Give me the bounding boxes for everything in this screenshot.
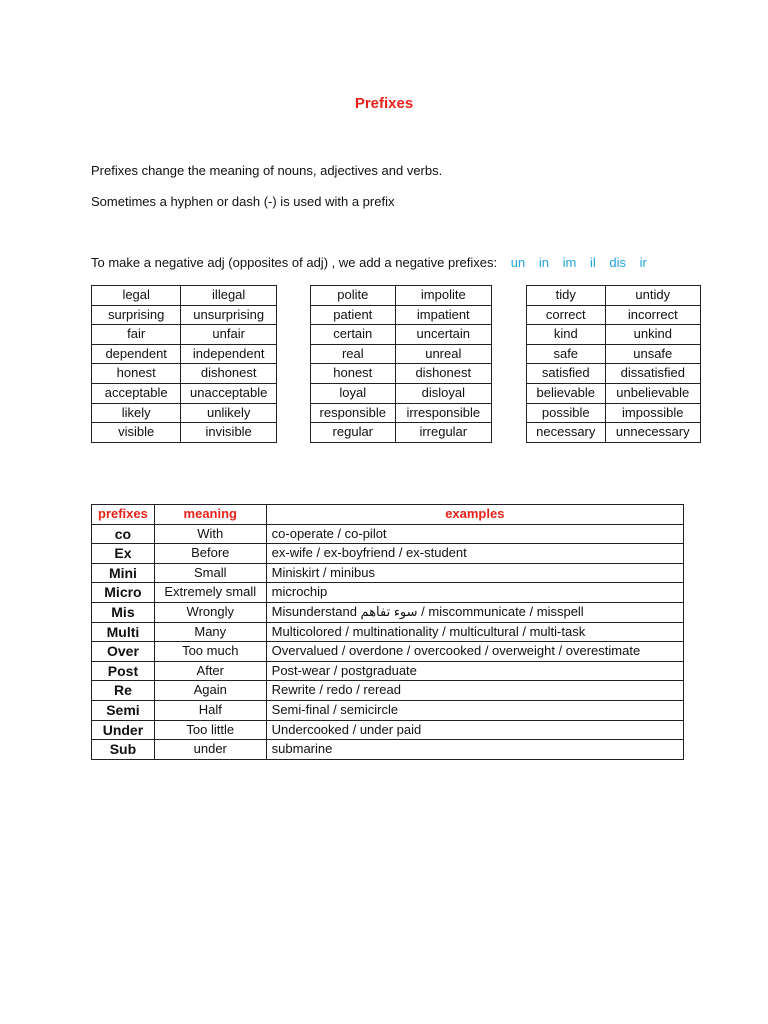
table-row — [527, 383, 701, 403]
examples-cell: Undercooked / under paid — [266, 720, 683, 740]
base-word: legal — [92, 286, 181, 306]
base-word: likely — [92, 403, 181, 423]
examples-cell: microchip — [266, 583, 683, 603]
meaning-cell: Too much — [154, 642, 266, 662]
table-row — [92, 325, 277, 345]
table-row — [92, 286, 277, 306]
negative-prefix-list — [507, 255, 657, 270]
negative-prefix: il — [589, 255, 596, 270]
negative-word: dissatisfied — [605, 364, 700, 384]
base-word: correct — [527, 305, 606, 325]
examples-cell: Post-wear / postgraduate — [266, 661, 683, 681]
table-row — [311, 286, 492, 306]
examples-cell: Multicolored / multinationality / multicultural / multi-task — [266, 622, 683, 642]
prefix-cell: Over — [92, 642, 155, 662]
prefix-meaning-table — [91, 504, 684, 760]
prefix-cell: Multi — [92, 622, 155, 642]
prefix-cell: Semi — [92, 700, 155, 720]
examples-cell: ex-wife / ex-boyfriend / ex-student — [266, 544, 683, 564]
table-row — [92, 403, 277, 423]
negative-word: irregular — [395, 423, 491, 443]
table-row — [527, 325, 701, 345]
base-word: loyal — [311, 383, 396, 403]
page-title: Prefixes — [354, 95, 414, 112]
base-word: possible — [527, 403, 606, 423]
table-row — [527, 423, 701, 443]
negative-prefix: un — [510, 255, 526, 270]
base-word: honest — [311, 364, 396, 384]
negative-prefix: dis — [609, 255, 626, 270]
negative-word: unkind — [605, 325, 700, 345]
header-meaning: meaning — [154, 505, 266, 525]
base-word: safe — [527, 344, 606, 364]
table-row — [92, 544, 684, 564]
table-row — [92, 681, 684, 701]
table-header-row — [92, 505, 684, 525]
base-word: necessary — [527, 423, 606, 443]
table-row — [527, 364, 701, 384]
table-row — [92, 344, 277, 364]
negative-prefix: in — [538, 255, 549, 270]
table-row — [92, 602, 684, 622]
base-word: real — [311, 344, 396, 364]
base-word: certain — [311, 325, 396, 345]
table-row — [92, 642, 684, 662]
table-row — [311, 325, 492, 345]
header-prefixes: prefixes — [92, 505, 155, 525]
base-word: regular — [311, 423, 396, 443]
examples-cell: Semi-final / semicircle — [266, 700, 683, 720]
examples-cell: Miniskirt / minibus — [266, 563, 683, 583]
table-row — [527, 403, 701, 423]
table-row — [311, 364, 492, 384]
header-examples: examples — [266, 505, 683, 525]
examples-cell: Misunderstand سوء تفاهم / miscommunicate / misspell — [266, 602, 683, 622]
negative-prefix: ir — [639, 255, 647, 270]
examples-cell: Overvalued / overdone / overcooked / overweight / overestimate — [266, 642, 683, 662]
prefix-cell: Mini — [92, 563, 155, 583]
meaning-cell: Extremely small — [154, 583, 266, 603]
negative-prefix-sentence: To make a negative adj (opposites of adj) , we add a negative prefixes: — [91, 255, 498, 270]
prefix-cell: Sub — [92, 740, 155, 760]
base-word: dependent — [92, 344, 181, 364]
base-word: patient — [311, 305, 396, 325]
negative-word: disloyal — [395, 383, 491, 403]
base-word: acceptable — [92, 383, 181, 403]
base-word: believable — [527, 383, 606, 403]
meaning-cell: Too little — [154, 720, 266, 740]
table-row — [311, 423, 492, 443]
table-row — [527, 344, 701, 364]
table-row — [92, 364, 277, 384]
negative-word: unnecessary — [605, 423, 700, 443]
negative-word: unbelievable — [605, 383, 700, 403]
negative-word: unsurprising — [181, 305, 277, 325]
negative-word: impolite — [395, 286, 491, 306]
prefix-cell: Ex — [92, 544, 155, 564]
base-word: polite — [311, 286, 396, 306]
negative-word: dishonest — [395, 364, 491, 384]
meaning-cell: under — [154, 740, 266, 760]
meaning-cell: Before — [154, 544, 266, 564]
base-word: honest — [92, 364, 181, 384]
base-word: responsible — [311, 403, 396, 423]
table-row — [92, 423, 277, 443]
meaning-cell: Half — [154, 700, 266, 720]
table-row — [92, 700, 684, 720]
negative-word: invisible — [181, 423, 277, 443]
examples-cell: submarine — [266, 740, 683, 760]
negative-word: unsafe — [605, 344, 700, 364]
table-row — [92, 583, 684, 603]
table-row — [311, 383, 492, 403]
negative-word: unreal — [395, 344, 491, 364]
negative-word: independent — [181, 344, 277, 364]
negative-word: illegal — [181, 286, 277, 306]
table-row — [92, 305, 277, 325]
negative-word: dishonest — [181, 364, 277, 384]
meaning-cell: Wrongly — [154, 602, 266, 622]
table-row — [92, 383, 277, 403]
negative-word: impossible — [605, 403, 700, 423]
base-word: satisfied — [527, 364, 606, 384]
negative-word: untidy — [605, 286, 700, 306]
intro-line-1: Prefixes change the meaning of nouns, adjectives and verbs. — [91, 163, 443, 178]
table-row — [92, 661, 684, 681]
table-row — [527, 286, 701, 306]
meaning-cell: Small — [154, 563, 266, 583]
negative-word: unacceptable — [181, 383, 277, 403]
negative-word: impatient — [395, 305, 491, 325]
prefix-cell: Micro — [92, 583, 155, 603]
prefix-cell: Under — [92, 720, 155, 740]
meaning-cell: Many — [154, 622, 266, 642]
table-row — [527, 305, 701, 325]
prefix-cell: Re — [92, 681, 155, 701]
intro-line-2: Sometimes a hyphen or dash (-) is used with a prefix — [91, 194, 395, 209]
meaning-cell: Again — [154, 681, 266, 701]
table-row — [92, 563, 684, 583]
examples-cell: Rewrite / redo / reread — [266, 681, 683, 701]
base-word: surprising — [92, 305, 181, 325]
negative-word: unfair — [181, 325, 277, 345]
table-row — [311, 403, 492, 423]
negative-prefix: im — [562, 255, 577, 270]
meaning-cell: With — [154, 524, 266, 544]
base-word: visible — [92, 423, 181, 443]
table-row — [311, 344, 492, 364]
opposites-table-3 — [526, 285, 701, 443]
prefix-cell: Post — [92, 661, 155, 681]
negative-word: irresponsible — [395, 403, 491, 423]
base-word: fair — [92, 325, 181, 345]
opposites-table-1 — [91, 285, 277, 443]
table-row — [92, 622, 684, 642]
base-word: kind — [527, 325, 606, 345]
prefix-cell: co — [92, 524, 155, 544]
examples-cell: co-operate / co-pilot — [266, 524, 683, 544]
table-row — [92, 740, 684, 760]
intro-line-3 — [91, 255, 657, 270]
meaning-cell: After — [154, 661, 266, 681]
table-row — [92, 720, 684, 740]
negative-word: uncertain — [395, 325, 491, 345]
negative-word: unlikely — [181, 403, 277, 423]
table-row — [92, 524, 684, 544]
negative-word: incorrect — [605, 305, 700, 325]
table-row — [311, 305, 492, 325]
base-word: tidy — [527, 286, 606, 306]
opposites-table-2 — [310, 285, 492, 443]
prefix-cell: Mis — [92, 602, 155, 622]
